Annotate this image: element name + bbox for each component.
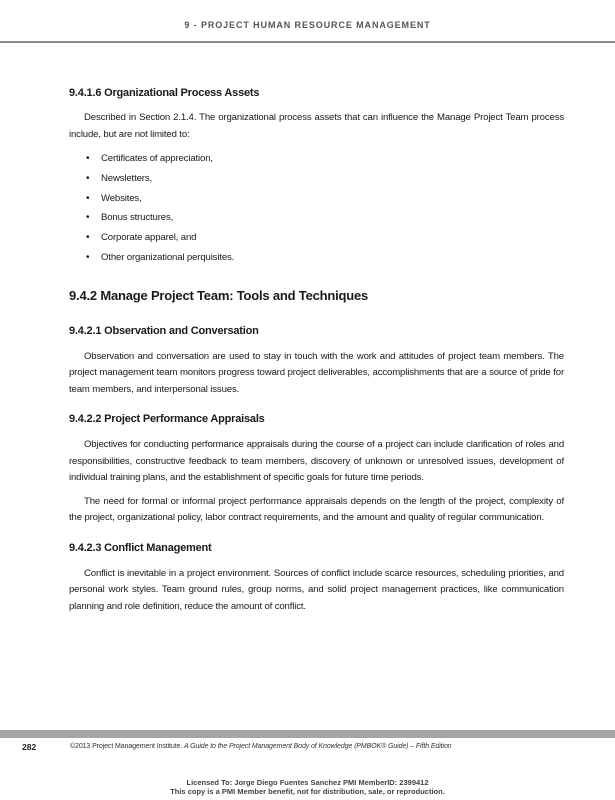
book-title: A Guide to the Project Management Body of Knowledge (PMBOK® Guide) – Fifth Edition [184, 743, 452, 750]
list-item: • Corporate apparel, and [69, 228, 564, 248]
list-item: • Bonus structures, [69, 208, 564, 228]
paragraph-9-4-2-2-a: Objectives for conducting performance appraisals during the course of a project can include clarification of roles and responsibilities, constructive feedback to team members, discovery of unknown or unresolved issues, development of individual training plans, and the establishment of specific goals for future time periods. [69, 439, 564, 484]
paragraph-9-4-1-6: Described in Section 2.1.4. The organizational process assets that can influence the Manage Project Team process include, but are not limited to: [69, 112, 564, 140]
list-item: • Other organizational perquisites. [69, 248, 564, 268]
list-item: • Websites, [69, 189, 564, 209]
license-line-1: Licensed To: Jorge Diego Fuentes Sanchez PMI MemberID: 2399412 [186, 778, 429, 787]
heading-9-4-2-1: 9.4.2.1 Observation and Conversation [69, 324, 259, 337]
heading-9-4-2: 9.4.2 Manage Project Team: Tools and Techniques [69, 287, 369, 303]
list-item: • Certificates of appreciation, [69, 149, 564, 169]
assets-bullet-list [69, 149, 564, 268]
chapter-title: 9 - PROJECT HUMAN RESOURCE MANAGEMENT [184, 20, 431, 30]
license-line-2: This copy is a PMI Member benefit, not for distribution, sale, or reproduction. [170, 787, 445, 796]
page-content [69, 86, 564, 615]
heading-9-4-1-6: 9.4.1.6 Organizational Process Assets [69, 87, 260, 99]
paragraph-9-4-2-3: Conflict is inevitable in a project environment. Sources of conflict include scarce resources, scheduling priorities, and personal work styles. Team ground rules, group norms, and solid project management practices, like communication planning and role definition, reduce the amount of conflict. [69, 567, 564, 612]
list-item: • Newsletters, [69, 169, 564, 189]
paragraph-9-4-2-2-b: The need for formal or informal project performance appraisals depends on the length of the project, complexity of the project, organizational policy, labor contract requirements, and the amount and quality of regular communication. [69, 495, 564, 524]
heading-9-4-2-2: 9.4.2.2 Project Performance Appraisals [69, 413, 265, 426]
page-header [0, 0, 615, 44]
header-divider [0, 41, 615, 43]
page-number: 282 [22, 742, 37, 752]
license-notice [0, 778, 615, 796]
heading-9-4-2-3: 9.4.2.3 Conflict Management [69, 541, 212, 554]
footer-copyright [70, 743, 610, 750]
footer-bar [0, 730, 615, 738]
copyright-text: ©2013 Project Management Institute. [70, 743, 183, 750]
paragraph-9-4-2-1: Observation and conversation are used to stay in touch with the work and attitudes of project team members. The project management team monitors progress toward project deliverables, accomplishments that are a source of pride for team members, and interpersonal issues. [69, 350, 564, 395]
